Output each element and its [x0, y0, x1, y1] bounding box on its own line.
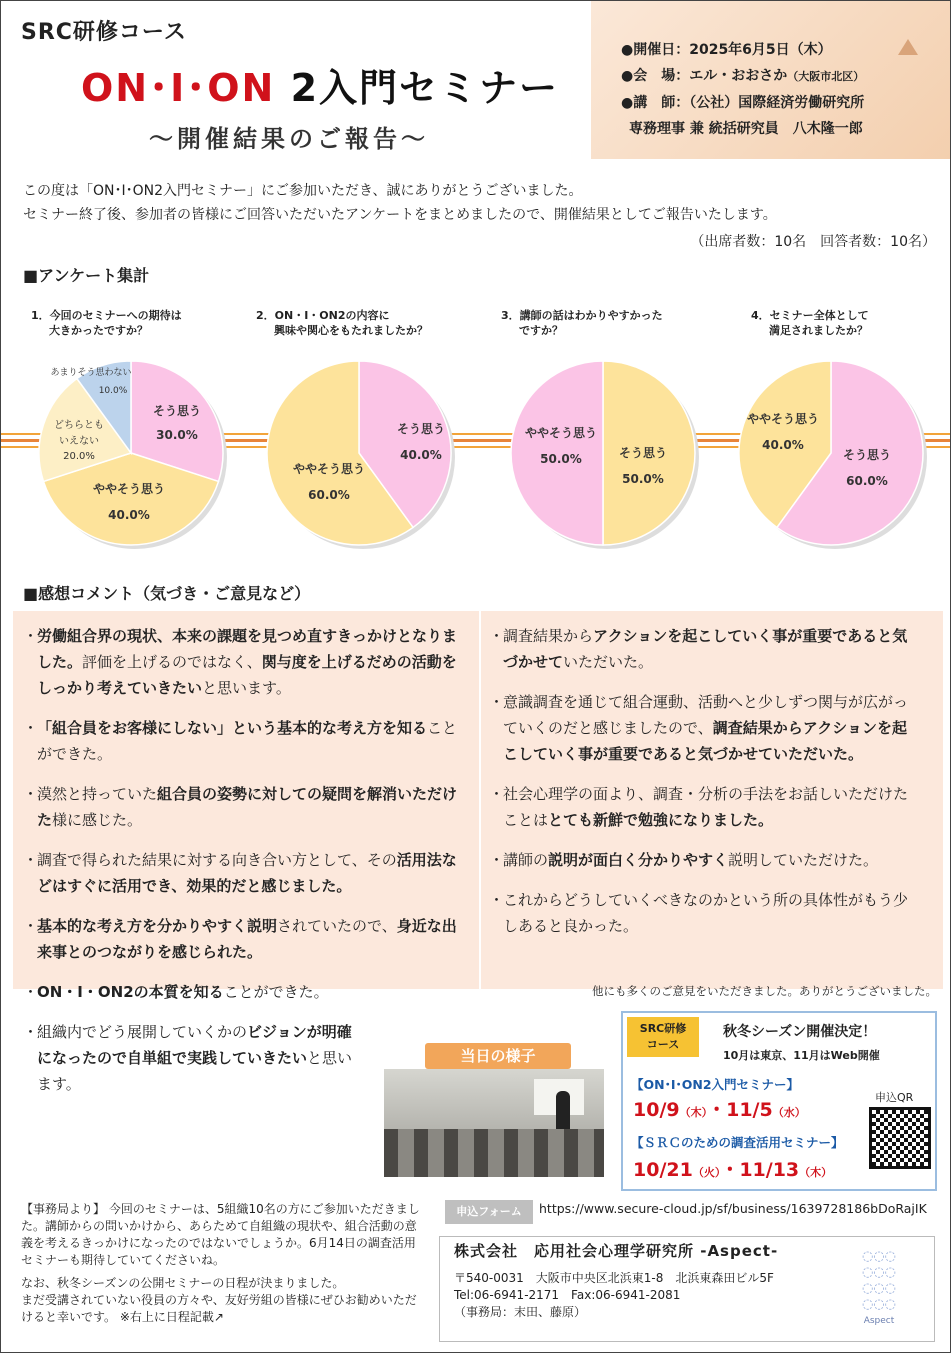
- company-staff: （事務局：末田、藤原）: [454, 1305, 587, 1319]
- event-lecturer: ●講 師：（公社）国際経済労働研究所: [621, 95, 865, 111]
- pie-label: ややそう思う: [92, 482, 166, 496]
- seminar-1-dates: 10/9（木）・11/5（水）: [633, 1099, 806, 1121]
- thanks-note: 他にも多くのご意見をいただきました。ありがとうございました。: [592, 984, 937, 998]
- pie-label: どちらとも: [54, 420, 104, 431]
- aspect-logo-mark: ◌◌◌ ◌◌◌ ◌◌◌ ◌◌◌: [861, 1249, 897, 1312]
- comments-left: [23, 623, 461, 1111]
- title-logo: ON･I･ON: [81, 66, 276, 110]
- form-url-link[interactable]: https://www.secure-cloud.jp/sf/business/1639728186bDoRajIK: [539, 1201, 927, 1216]
- survey-charts: [1, 293, 951, 578]
- pie-label: 50.0%: [622, 472, 664, 486]
- company-tel: Tel:06-6941-2171 Fax:06-6941-2081: [454, 1288, 681, 1302]
- photo-audience: [384, 1129, 604, 1177]
- seminar-1-name: 【ON･I･ON2入門セミナー】: [631, 1077, 800, 1092]
- pie-label: 60.0%: [308, 488, 350, 502]
- pie-label: 10.0%: [98, 386, 128, 396]
- event-date: ●開催日：2025年6月5日（木）: [621, 42, 832, 58]
- office-note: 【事務局より】 今回のセミナーは、5組織10名の方にご参加いただきました。講師からの問いかけから、あらためて自組織の現状や、組合活動の意義を考えるきっかけになったのではないでしょうか。6月14日の調査活用セミナーも期待していてくださいね。 なお、秋冬シーズンの公開セミナーの日程が決まりました。 まだ受講されていない役員の方々や、友好労組の皆様にぜひお勧めいただけると幸いです。 ※右上に日程記載↗: [21, 1202, 420, 1324]
- pie-label: 40.0%: [400, 448, 442, 462]
- course-label: SRC研修コース: [21, 20, 187, 45]
- season-subtitle: 10月は東京、11月はWeb開催: [723, 1049, 880, 1062]
- pie-label: 50.0%: [540, 452, 582, 466]
- comments-right: [489, 623, 919, 953]
- intro-text: [23, 179, 933, 227]
- attendance-count: （出席者数：10名 回答者数：10名）: [690, 234, 936, 250]
- comment-item: ・ 組織内でどう展開していくかのビジョンが明確になったので自単組で実践していきたいと思います。: [23, 1023, 353, 1093]
- pie-label: 60.0%: [846, 474, 888, 488]
- comment-item: ・ 調査結果からアクションを起こしていく事が重要であると気づかせていただいた。: [489, 627, 908, 671]
- question-1: 1．今回のセミナーへの期待は 大きかったですか？: [31, 309, 182, 337]
- pie-label: そう思う: [396, 422, 446, 436]
- photo-speaker: [556, 1091, 570, 1131]
- comment-item: ・ 労働組合界の現状、本来の課題を見つめ直すきっかけとなりました。評価を上げるのではなく、関与度を上げるだめの活動をしっかり考えていきたいと思います。: [23, 627, 458, 697]
- pie-label: 40.0%: [762, 438, 804, 452]
- comment-item: ・ 意識調査を通じて組合運動、活動へと少しずつ関与が広がっていくのだと感じましたので、調査結果からアクションを起こしていく事が重要であると気づかせていただいた。: [489, 693, 909, 763]
- company-name: 株式会社 応用社会心理学研究所 -Aspect-: [454, 1242, 779, 1260]
- question-2: 2．ON・I・ON2の内容に 興味や関心をもたれましたか？: [256, 309, 428, 337]
- lecturer-title: 専務理事 兼 統括研究員 八木隆一郎: [629, 121, 863, 137]
- comment-item: ・ ON・I・ON2の本質を知ることができた。: [23, 983, 329, 1001]
- pie-label: そう思う: [152, 404, 202, 418]
- pie-label: 20.0%: [63, 451, 95, 462]
- photo-label: 当日の様子: [425, 1043, 571, 1069]
- pie-label: そう思う: [842, 448, 892, 462]
- form-label: 申込フォーム: [445, 1200, 533, 1224]
- title-suffix: 2入門セミナー: [290, 66, 560, 110]
- company-address: 〒540-0031 大阪市中央区北浜東1-8 北浜東森田ビル5F: [454, 1271, 774, 1285]
- pie-label: ややそう思う: [524, 426, 598, 440]
- question-4: 4．セミナー全体として 満足されましたか？: [751, 309, 869, 337]
- seminar-2-dates: 10/21（火）・11/13（木）: [633, 1159, 833, 1181]
- survey-heading: ■アンケート集計: [23, 266, 150, 285]
- comments-heading: ■感想コメント（気づき・ご意見など）: [23, 584, 311, 603]
- intro-line-1: この度は「ON･I･ON2入門セミナー」にご参加いただき、誠にありがとうございました。: [23, 183, 583, 199]
- pie-label: ややそう思う: [746, 412, 820, 426]
- venue-note: （大阪市北区）: [787, 70, 865, 83]
- pie-label: そう思う: [618, 446, 668, 460]
- comment-item: ・ 「組合員をお客様にしない」という基本的な考え方を知ることができた。: [23, 719, 458, 763]
- company-box: [439, 1236, 935, 1342]
- pie-label: いえない: [59, 436, 99, 447]
- comment-item: ・ 講師の説明が面白く分かりやすく説明していただけた。: [489, 851, 879, 869]
- page-title: [81, 57, 559, 112]
- question-3: 3．講師の話はわかりやすかった ですか？: [501, 309, 663, 337]
- seminar-2-name: 【ＳＲＣのための調査活用セミナー】: [631, 1135, 844, 1150]
- seminar-photo: [384, 1069, 604, 1177]
- pie-label: 30.0%: [156, 428, 198, 442]
- event-venue: ●会 場：エル・おおさか: [621, 68, 788, 84]
- season-title: 秋冬シーズン開催決定！: [723, 1024, 877, 1040]
- season-tag: SRC研修 コース: [627, 1017, 699, 1057]
- qr-code-icon[interactable]: [869, 1107, 931, 1169]
- event-info-box: [591, 1, 951, 159]
- comment-item: ・ 調査で得られた結果に対する向き合い方として、その活用法などはすぐに活用でき、効果的だと感じました。: [23, 851, 457, 895]
- intro-line-2: セミナー終了後、参加者の皆様にご回答いただいたアンケートをまとめましたので、開催結果としてご報告いたします。: [23, 207, 777, 223]
- qr-label: 申込QR: [875, 1091, 914, 1104]
- page-subtitle: ～開催結果のご報告～: [149, 125, 429, 153]
- comment-item: ・ これからどうしていくべきなのかという所の具体性がもう少しあると良かった。: [489, 891, 909, 935]
- comments-divider: [479, 611, 481, 1011]
- season-announcement: [621, 1011, 937, 1191]
- pie-label: 40.0%: [108, 508, 150, 522]
- comment-item: ・ 基本的な考え方を分かりやすく説明されていたので、身近な出来事とのつながりを感じられた。: [23, 917, 457, 961]
- pyramid-icon: [898, 39, 918, 55]
- comment-item: ・ 漠然と持っていた組合員の姿勢に対しての疑問を解消いただけた様に感じた。: [23, 785, 458, 829]
- aspect-logo: ◌◌◌ ◌◌◌ ◌◌◌ ◌◌◌ Aspect: [854, 1249, 904, 1327]
- pie-label: あまりそう思わない: [50, 368, 132, 378]
- pie-label: ややそう思う: [292, 462, 366, 476]
- comment-item: ・ 社会心理学の面より、調査・分析の手法をお話しいただけたことはとても新鮮で勉強になりました。: [489, 785, 909, 829]
